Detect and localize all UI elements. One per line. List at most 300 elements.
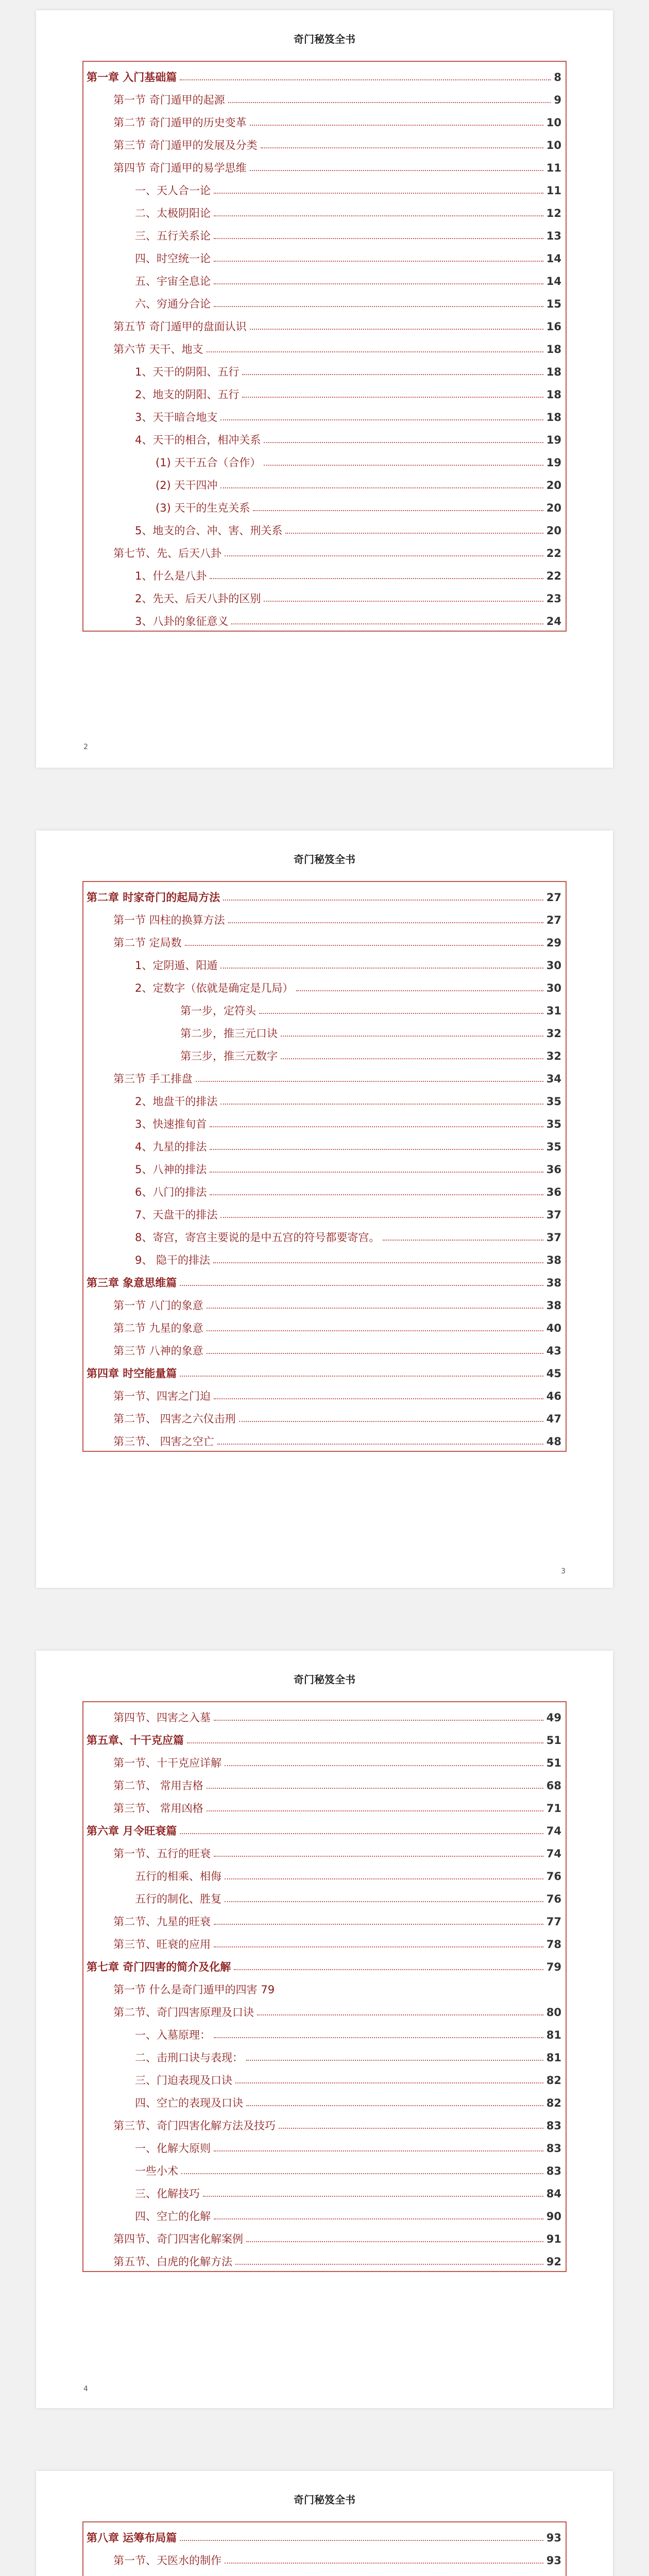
- toc-entry-title: 2、地支的阴阳、五行: [135, 388, 240, 401]
- toc-entry-page: 23: [546, 592, 561, 605]
- toc-entry[interactable]: [83, 177, 566, 200]
- toc-entry-page: 38: [546, 1277, 561, 1289]
- toc-entry-page: 30: [546, 959, 561, 972]
- toc-entry[interactable]: [83, 2226, 566, 2248]
- toc-entry-title: 第五节 奇门遁甲的盘面认识: [113, 320, 247, 333]
- toc-leader-dots: [207, 351, 543, 352]
- toc-entry-page: 35: [546, 1118, 561, 1130]
- toc-entry-title: 第二节、九星的旺衰: [113, 1916, 211, 1928]
- toc-entry[interactable]: [83, 64, 566, 87]
- toc-leader-dots: [383, 1239, 543, 1241]
- toc-entry-title: 3、八卦的象征意义: [135, 615, 229, 628]
- toc-entry-page: 20: [546, 524, 561, 537]
- toc-entry-page: 11: [546, 184, 561, 197]
- toc-entry-title: 第二节 定局数: [113, 937, 182, 949]
- toc-entry[interactable]: [83, 1292, 566, 1315]
- toc-entry-title: 第一节 八门的象意: [113, 1299, 203, 1312]
- document-page: [36, 831, 613, 1588]
- toc-entry-title: 3、快速推旬首: [135, 1118, 207, 1130]
- toc-entry-title: 第一节 四柱的换算方法: [113, 914, 225, 926]
- toc-leader-dots: [214, 283, 543, 284]
- toc-entry-page: 30: [546, 982, 561, 994]
- toc-entry-page: 78: [546, 1938, 561, 1951]
- toc-leader-dots: [180, 1284, 543, 1286]
- toc-leader-dots: [187, 1742, 543, 1743]
- toc-entry-page: 22: [546, 570, 561, 582]
- toc-entry-title: 5、地支的合、冲、害、刑关系: [135, 524, 283, 537]
- toc-leader-dots: [225, 1901, 543, 1902]
- toc-entry[interactable]: [83, 1156, 566, 1179]
- toc-leader-dots: [214, 238, 543, 239]
- toc-entry[interactable]: [83, 472, 566, 495]
- toc-entry[interactable]: [83, 1727, 566, 1750]
- toc-entry-page: 81: [546, 2029, 561, 2041]
- toc-entry[interactable]: [83, 929, 566, 952]
- toc-entry-page: 37: [546, 1231, 561, 1244]
- toc-entry-page: 18: [546, 343, 561, 355]
- toc-leader-dots: [278, 1992, 558, 1993]
- toc-entry-page: 38: [546, 1254, 561, 1266]
- toc-entry-title: 第一节 奇门遁甲的起源: [113, 94, 225, 106]
- toc-entry[interactable]: [83, 884, 566, 907]
- toc-entry-page: 92: [546, 2256, 561, 2268]
- toc-entry-title: 第一节、四害之门迫: [113, 1390, 211, 1402]
- toc-entry[interactable]: [83, 268, 566, 291]
- document-page: [36, 2471, 613, 2576]
- toc-leader-dots: [220, 1103, 543, 1105]
- toc-leader-dots: [214, 260, 543, 262]
- toc-leader-dots: [180, 2539, 543, 2541]
- toc-entry-page: 19: [546, 434, 561, 446]
- toc-leader-dots: [279, 2127, 543, 2129]
- toc-leader-dots: [214, 1946, 543, 1947]
- toc-leader-dots: [207, 1352, 543, 1354]
- toc-leader-dots: [225, 1878, 543, 1879]
- page-title: 奇门秘笈全书: [294, 1673, 355, 1686]
- toc-leader-dots: [285, 532, 543, 534]
- toc-entry-title: 第一节、五行的旺衰: [113, 1848, 211, 1860]
- toc-entry[interactable]: [83, 1428, 566, 1451]
- toc-leader-dots: [185, 944, 543, 946]
- toc-entry[interactable]: [83, 1043, 566, 1065]
- toc-entry[interactable]: [83, 1020, 566, 1043]
- toc-entry[interactable]: [83, 1224, 566, 1247]
- toc-entry-title: 4、九星的排法: [135, 1141, 207, 1153]
- toc-entry-page: 49: [546, 1711, 561, 1724]
- toc-entry[interactable]: [83, 495, 566, 517]
- toc-leader-dots: [220, 419, 543, 420]
- toc-box: [82, 1701, 567, 2272]
- toc-entry[interactable]: [83, 2112, 566, 2135]
- toc-entry-page: 18: [546, 411, 561, 423]
- toc-entry-page: 9: [554, 94, 561, 106]
- toc-entry[interactable]: [83, 1315, 566, 1337]
- toc-entry[interactable]: [83, 291, 566, 313]
- toc-leader-dots: [296, 990, 543, 991]
- toc-entry-page: 47: [546, 1413, 561, 1425]
- toc-entry-page: 12: [546, 207, 561, 219]
- toc-entry[interactable]: [83, 1269, 566, 1292]
- toc-entry[interactable]: [83, 1247, 566, 1269]
- toc-entry-title: 第二节、奇门四害原理及口诀: [113, 2006, 254, 2019]
- toc-entry-page: 76: [546, 1893, 561, 1905]
- page-number: 3: [561, 1567, 566, 1575]
- toc-entry-page: 16: [546, 320, 561, 333]
- toc-entry-title: 第六章 月令旺衰篇: [87, 1825, 177, 1837]
- toc-entry[interactable]: [83, 245, 566, 268]
- toc-entry-page: 35: [546, 1141, 561, 1153]
- toc-leader-dots: [264, 600, 543, 602]
- toc-leader-dots: [246, 2059, 543, 2061]
- page-number: 2: [83, 743, 88, 751]
- toc-leader-dots: [196, 1080, 543, 1082]
- toc-leader-dots: [214, 2037, 543, 2038]
- toc-entry-title: 三、五行关系论: [135, 230, 211, 242]
- toc-leader-dots: [246, 2105, 543, 2106]
- toc-entry-title: 五、宇宙全息论: [135, 275, 211, 287]
- toc-leader-dots: [281, 1058, 543, 1059]
- toc-leader-dots: [220, 967, 543, 969]
- toc-leader-dots: [225, 1765, 543, 1766]
- toc-entry-page: 83: [546, 2120, 561, 2132]
- toc-entry-page: 45: [546, 1367, 561, 1380]
- toc-entry[interactable]: [83, 1976, 566, 1999]
- toc-leader-dots: [217, 1443, 543, 1445]
- toc-entry-title: 第七节、先、后天八卦: [113, 547, 221, 560]
- toc-entry[interactable]: [83, 2203, 566, 2226]
- toc-entry-page: 10: [546, 139, 561, 151]
- toc-leader-dots: [257, 2014, 543, 2015]
- toc-entry-page: 27: [546, 891, 561, 904]
- toc-leader-dots: [225, 555, 543, 556]
- toc-entry-page: 8: [554, 71, 561, 83]
- toc-entry-page: 74: [546, 1848, 561, 1860]
- toc-entry-title: 第三章 象意思维篇: [87, 1277, 177, 1289]
- toc-entry[interactable]: [83, 449, 566, 472]
- toc-entry-page: 93: [546, 2532, 561, 2544]
- toc-entry-page: 51: [546, 1734, 561, 1747]
- toc-entry-title: 第一节、天医水的制作: [113, 2554, 221, 2567]
- toc-entry-title: 第四节、四害之入墓: [113, 1711, 211, 1724]
- toc-entry-title: 第二节 九星的象意: [113, 1322, 203, 1334]
- toc-entry-title: 3、天干暗合地支: [135, 411, 218, 423]
- toc-leader-dots: [210, 1126, 543, 1127]
- toc-entry-page: 74: [546, 1825, 561, 1837]
- toc-entry-page: 46: [546, 1390, 561, 1402]
- toc-leader-dots: [253, 510, 543, 511]
- toc-leader-dots: [250, 328, 543, 330]
- toc-entry-title: 一些小术: [135, 2165, 178, 2177]
- toc-entry-title: 第八章 运筹布局篇: [87, 2532, 177, 2544]
- toc-entry[interactable]: [83, 381, 566, 404]
- toc-entry[interactable]: [83, 1818, 566, 1840]
- toc-leader-dots: [261, 147, 543, 148]
- toc-entry-page: 37: [546, 1209, 561, 1221]
- toc-entry[interactable]: [83, 952, 566, 975]
- toc-box: [82, 881, 567, 1452]
- toc-entry-title: 1、什么是八卦: [135, 570, 207, 582]
- toc-entry-page: 22: [546, 547, 561, 560]
- toc-entry-title: 第一节 什么是奇门遁甲的四害 79: [113, 1984, 275, 1996]
- toc-leader-dots: [214, 1923, 543, 1925]
- toc-entry-title: 第四节、奇门四害化解案例: [113, 2233, 243, 2245]
- toc-leader-dots: [210, 578, 543, 579]
- toc-leader-dots: [235, 2263, 543, 2265]
- toc-entry[interactable]: [83, 1795, 566, 1818]
- toc-entry-title: 一、入墓原理：: [135, 2029, 211, 2041]
- toc-entry-page: 68: [546, 1780, 561, 1792]
- toc-entry[interactable]: [83, 359, 566, 381]
- toc-entry[interactable]: [83, 2524, 566, 2547]
- toc-entry[interactable]: [83, 1065, 566, 1088]
- toc-leader-dots: [207, 1787, 543, 1789]
- toc-entry[interactable]: [83, 1886, 566, 1908]
- toc-entry[interactable]: [83, 404, 566, 427]
- toc-entry[interactable]: [83, 1840, 566, 1863]
- toc-entry-title: 第二步，推三元口诀: [180, 1027, 278, 1040]
- toc-leader-dots: [231, 623, 543, 624]
- toc-leader-dots: [234, 1969, 543, 1970]
- toc-leader-dots: [214, 2150, 543, 2151]
- toc-entry-title: 第三节 八神的象意: [113, 1345, 203, 1357]
- toc-entry[interactable]: [83, 1931, 566, 1954]
- toc-entry-title: 第二节 奇门遁甲的历史变革: [113, 116, 247, 129]
- toc-entry-title: 第二节、 四害之六仪击刑: [113, 1413, 236, 1425]
- toc-entry-title: 4、天干的相合，相冲关系: [135, 434, 261, 446]
- toc-leader-dots: [223, 899, 543, 901]
- toc-entry-title: 五行的相乘、相侮: [135, 1870, 221, 1883]
- page-number: 4: [83, 2385, 88, 2393]
- toc-entry-title: 5、八神的排法: [135, 1163, 207, 1176]
- toc-entry[interactable]: [83, 155, 566, 177]
- toc-leader-dots: [250, 124, 543, 126]
- toc-entry-title: 6、八门的排法: [135, 1186, 207, 1198]
- toc-entry[interactable]: [83, 1405, 566, 1428]
- toc-entry[interactable]: [83, 1201, 566, 1224]
- toc-leader-dots: [246, 2241, 543, 2242]
- toc-entry[interactable]: [83, 2135, 566, 2158]
- toc-entry[interactable]: [83, 563, 566, 585]
- toc-entry[interactable]: [83, 1133, 566, 1156]
- toc-entry-page: 36: [546, 1163, 561, 1176]
- toc-entry-page: 81: [546, 2052, 561, 2064]
- toc-entry-title: 2、先天、后天八卦的区别: [135, 592, 261, 605]
- toc-leader-dots: [210, 1148, 543, 1150]
- toc-leader-dots: [214, 2218, 543, 2219]
- toc-entry-page: 10: [546, 116, 561, 129]
- toc-entry[interactable]: [83, 200, 566, 223]
- toc-leader-dots: [214, 1855, 543, 1857]
- toc-entry-page: 31: [546, 1005, 561, 1017]
- toc-entry-page: 43: [546, 1345, 561, 1357]
- toc-leader-dots: [207, 1810, 543, 1811]
- toc-entry-page: 13: [546, 230, 561, 242]
- toc-entry-title: 四、空亡的表现及口诀: [135, 2097, 243, 2109]
- toc-entry-title: (2) 天干四冲: [156, 479, 218, 492]
- toc-entry-page: 15: [546, 298, 561, 310]
- toc-entry[interactable]: [83, 1772, 566, 1795]
- toc-entry[interactable]: [83, 1999, 566, 2022]
- toc-leader-dots: [220, 1216, 543, 1218]
- toc-entry-page: 82: [546, 2097, 561, 2109]
- toc-entry-title: 1、定阴遁、阳遁: [135, 959, 218, 972]
- toc-entry[interactable]: [83, 223, 566, 245]
- toc-entry-title: 二、太极阴阳论: [135, 207, 211, 219]
- toc-entry[interactable]: [83, 1954, 566, 1976]
- toc-entry[interactable]: [83, 608, 566, 631]
- toc-entry-title: 1、天干的阴阳、五行: [135, 366, 240, 378]
- toc-entry-title: 六、穷通分合论: [135, 298, 211, 310]
- toc-entry[interactable]: [83, 1088, 566, 1111]
- page-title: 奇门秘笈全书: [294, 853, 355, 866]
- toc-leader-dots: [214, 192, 543, 194]
- toc-leader-dots: [250, 170, 543, 171]
- toc-entry[interactable]: [83, 1908, 566, 1931]
- toc-entry-title: 第三节 手工排盘: [113, 1073, 193, 1085]
- toc-entry-page: 91: [546, 2233, 561, 2245]
- toc-entry-page: 36: [546, 1186, 561, 1198]
- toc-entry-title: 五行的制化、胜复: [135, 1893, 221, 1905]
- toc-entry-title: 一、化解大原则: [135, 2142, 211, 2155]
- toc-entry-title: 二、击刑口诀与表现：: [135, 2052, 243, 2064]
- toc-entry-page: 40: [546, 1322, 561, 1334]
- toc-entry-page: 77: [546, 1916, 561, 1928]
- toc-entry[interactable]: [83, 2158, 566, 2180]
- toc-entry-title: 2、地盘干的排法: [135, 1095, 218, 1108]
- toc-entry-title: (3) 天干的生克关系: [156, 502, 250, 514]
- toc-leader-dots: [228, 101, 551, 103]
- toc-leader-dots: [235, 2082, 543, 2083]
- toc-entry[interactable]: [83, 585, 566, 608]
- toc-entry-title: 第四章 时空能量篇: [87, 1367, 177, 1380]
- toc-entry-title: 第三节 奇门遁甲的发展及分类: [113, 139, 258, 151]
- toc-entry-page: 51: [546, 1757, 561, 1769]
- toc-leader-dots: [180, 79, 551, 80]
- toc-entry-page: 29: [546, 937, 561, 949]
- toc-entry[interactable]: [83, 1179, 566, 1201]
- toc-leader-dots: [214, 1398, 543, 1399]
- toc-entry[interactable]: [83, 997, 566, 1020]
- toc-entry-title: 三、化解技巧: [135, 2188, 200, 2200]
- toc-entry[interactable]: [83, 517, 566, 540]
- toc-entry-title: 9、 隐干的排法: [135, 1254, 211, 1266]
- toc-entry[interactable]: [83, 1704, 566, 1727]
- toc-leader-dots: [180, 1375, 543, 1377]
- toc-entry[interactable]: [83, 336, 566, 359]
- toc-entry-title: 第一步，定符头: [180, 1005, 256, 1017]
- toc-entry-page: 32: [546, 1050, 561, 1062]
- toc-entry-page: 27: [546, 914, 561, 926]
- toc-entry-title: 第三节、奇门四害化解方法及技巧: [113, 2120, 276, 2132]
- toc-entry-page: 20: [546, 479, 561, 492]
- toc-entry-title: 第三步，推三元数字: [180, 1050, 278, 1062]
- toc-box: [82, 61, 567, 632]
- toc-entry[interactable]: [83, 540, 566, 563]
- toc-leader-dots: [214, 215, 543, 216]
- toc-entry[interactable]: [83, 2180, 566, 2203]
- toc-leader-dots: [180, 1833, 543, 1834]
- toc-entry[interactable]: [83, 1360, 566, 1383]
- toc-entry[interactable]: [83, 2248, 566, 2271]
- toc-entry-title: 第三节、旺衰的应用: [113, 1938, 211, 1951]
- toc-leader-dots: [242, 396, 543, 398]
- toc-entry-title: 第一节、十干克应详解: [113, 1757, 221, 1769]
- toc-entry-page: 48: [546, 1435, 561, 1448]
- toc-leader-dots: [264, 442, 543, 443]
- toc-entry-page: 93: [546, 2554, 561, 2567]
- toc-entry[interactable]: [83, 907, 566, 929]
- toc-entry-page: 83: [546, 2142, 561, 2155]
- toc-entry-title: 第七章 奇门四害的简介及化解: [87, 1961, 231, 1973]
- toc-entry[interactable]: [83, 1111, 566, 1133]
- toc-entry-title: 7、天盘干的排法: [135, 1209, 218, 1221]
- page-title: 奇门秘笈全书: [294, 33, 355, 45]
- toc-entry[interactable]: [83, 1750, 566, 1772]
- toc-entry-page: 35: [546, 1095, 561, 1108]
- toc-entry[interactable]: [83, 2067, 566, 2090]
- toc-entry-page: 90: [546, 2210, 561, 2223]
- toc-entry[interactable]: [83, 1337, 566, 1360]
- toc-entry-title: 第五节、白虎的化解方法: [113, 2256, 232, 2268]
- toc-entry[interactable]: [83, 2090, 566, 2112]
- toc-entry-title: 第三节、 常用凶格: [113, 1802, 203, 1815]
- toc-entry[interactable]: [83, 2570, 566, 2576]
- toc-entry-title: 四、时空统一论: [135, 252, 211, 265]
- toc-leader-dots: [181, 2173, 543, 2174]
- toc-leader-dots: [228, 922, 543, 923]
- toc-entry[interactable]: [83, 313, 566, 336]
- toc-entry[interactable]: [83, 109, 566, 132]
- document-page: [36, 1651, 613, 2408]
- toc-entry-page: 14: [546, 252, 561, 265]
- toc-entry-title: 第三节、 四害之空亡: [113, 1435, 214, 1448]
- toc-leader-dots: [264, 464, 543, 466]
- toc-entry[interactable]: [83, 2547, 566, 2570]
- toc-entry-page: 71: [546, 1802, 561, 1815]
- toc-entry-page: 18: [546, 366, 561, 378]
- toc-entry-page: 79: [546, 1961, 561, 1973]
- toc-entry-title: 第二章 时家奇门的起局方法: [87, 891, 220, 904]
- toc-entry[interactable]: [83, 132, 566, 155]
- toc-leader-dots: [214, 306, 543, 307]
- toc-entry-title: 第五章、十干克应篇: [87, 1734, 184, 1747]
- toc-leader-dots: [239, 1420, 543, 1422]
- toc-entry[interactable]: [83, 427, 566, 449]
- toc-entry[interactable]: [83, 2044, 566, 2067]
- toc-box: [82, 2521, 567, 2576]
- toc-entry-page: 80: [546, 2006, 561, 2019]
- toc-entry[interactable]: [83, 87, 566, 109]
- toc-entry-page: 34: [546, 1073, 561, 1085]
- toc-entry-page: 20: [546, 502, 561, 514]
- document-page: [36, 10, 613, 768]
- toc-entry-title: 第二节、 常用吉格: [113, 1780, 203, 1792]
- toc-entry-title: 8、寄宫，寄宫主要说的是中五宫的符号都要寄宫。: [135, 1231, 380, 1244]
- toc-leader-dots: [281, 1035, 543, 1037]
- toc-entry[interactable]: [83, 1383, 566, 1405]
- toc-entry-title: 四、空亡的化解: [135, 2210, 211, 2223]
- toc-entry-page: 32: [546, 1027, 561, 1040]
- toc-entry-page: 76: [546, 1870, 561, 1883]
- toc-entry[interactable]: [83, 1863, 566, 1886]
- toc-entry-title: 三、门迫表现及口诀: [135, 2074, 232, 2087]
- toc-entry-title: 2、定数字（依就是确定是几局）: [135, 982, 294, 994]
- toc-entry-page: 18: [546, 388, 561, 401]
- toc-leader-dots: [225, 2562, 543, 2564]
- toc-entry[interactable]: [83, 975, 566, 997]
- toc-entry-page: 84: [546, 2188, 561, 2200]
- toc-entry[interactable]: [83, 2022, 566, 2044]
